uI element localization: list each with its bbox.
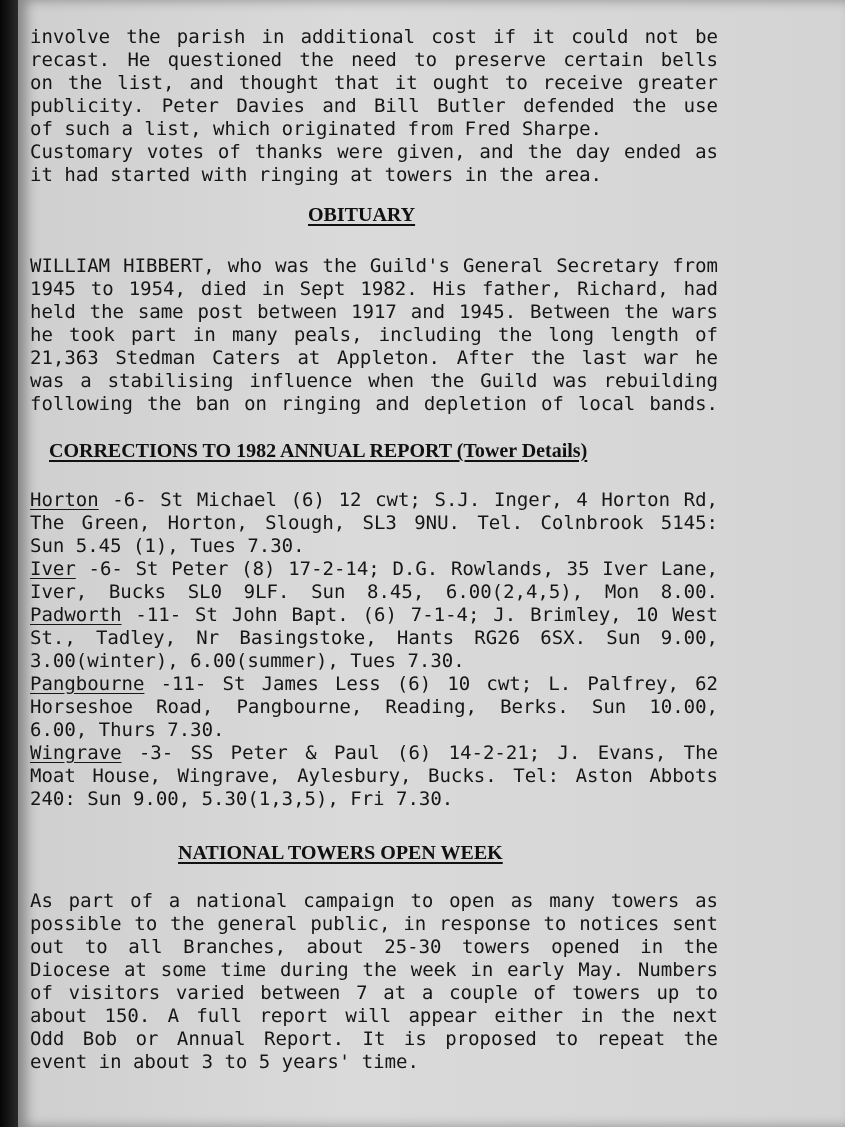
intro-line: on the list, and thought that it ought to receive greater bbox=[30, 72, 718, 94]
correction-line: Sun 5.45 (1), Tues 7.30. bbox=[30, 535, 305, 557]
tower-name: Wingrave bbox=[30, 742, 122, 764]
tower-name: Pangbourne bbox=[30, 673, 145, 695]
obituary-paragraph bbox=[30, 255, 718, 416]
open-week-line: Odd Bob or Annual Report. It is proposed to repeat the bbox=[30, 1028, 718, 1050]
obituary-heading: OBITUARY bbox=[308, 204, 416, 226]
correction-line: Iver, Bucks SL0 9LF. Sun 8.45, 6.00(2,4,5), Mon 8.00. bbox=[30, 581, 718, 603]
correction-line bbox=[30, 558, 718, 581]
correction-line: The Green, Horton, Slough, SL3 9NU. Tel. Colnbrook 5145: bbox=[30, 512, 718, 534]
correction-line: 3.00(winter), 6.00(summer), Tues 7.30. bbox=[30, 650, 465, 672]
obituary-line: following the ban on ringing and depletion of local bands. bbox=[30, 393, 718, 415]
obituary-line: he took part in many peals, including the long length of bbox=[30, 324, 718, 346]
intro-line: of such a list, which originated from Fred Sharpe. bbox=[30, 118, 602, 140]
correction-text: -11- St James Less (6) 10 cwt; L. Palfrey, 62 bbox=[144, 673, 718, 695]
correction-line: 6.00, Thurs 7.30. bbox=[30, 719, 225, 741]
open-week-line: possible to the general public, in response to notices sent bbox=[30, 913, 718, 935]
correction-line bbox=[30, 742, 718, 765]
open-week-line: As part of a national campaign to open as many towers as bbox=[30, 890, 718, 912]
correction-line: 240: Sun 9.00, 5.30(1,3,5), Fri 7.30. bbox=[30, 788, 454, 810]
open-week-line: event in about 3 to 5 years' time. bbox=[30, 1051, 419, 1073]
open-week-heading: NATIONAL TOWERS OPEN WEEK bbox=[178, 842, 503, 864]
obituary-line: held the same post between 1917 and 1945. Between the wars bbox=[30, 301, 718, 323]
open-week-paragraph bbox=[30, 890, 718, 1074]
correction-line bbox=[30, 673, 718, 696]
open-week-line: Diocese at some time during the week in early May. Numbers bbox=[30, 959, 718, 981]
open-week-line: out to all Branches, about 25-30 towers opened in the bbox=[30, 936, 718, 958]
correction-line bbox=[30, 604, 718, 627]
obituary-line: was a stabilising influence when the Guild was rebuilding bbox=[30, 370, 718, 392]
open-week-line: of visitors varied between 7 at a couple of towers up to bbox=[30, 982, 718, 1004]
correction-line: Horseshoe Road, Pangbourne, Reading, Berks. Sun 10.00, bbox=[30, 696, 718, 718]
intro-line: it had started with ringing at towers in the area. bbox=[30, 164, 602, 186]
book-spine-shadow bbox=[0, 0, 18, 1127]
intro-line: publicity. Peter Davies and Bill Butler defended the use bbox=[30, 95, 718, 117]
obituary-line: 21,363 Stedman Caters at Appleton. After the last war he bbox=[30, 347, 718, 369]
correction-line: Moat House, Wingrave, Aylesbury, Bucks. Tel: Aston Abbots bbox=[30, 765, 718, 787]
obituary-line: 1945 to 1954, died in Sept 1982. His father, Richard, had bbox=[30, 278, 718, 300]
intro-line: Customary votes of thanks were given, and the day ended as bbox=[30, 141, 718, 163]
correction-text: -3- SS Peter & Paul (6) 14-2-21; J. Evans, The bbox=[121, 742, 718, 764]
intro-paragraph bbox=[30, 26, 718, 187]
open-week-line: about 150. A full report will appear either in the next bbox=[30, 1005, 718, 1027]
tower-name: Padworth bbox=[30, 604, 122, 626]
correction-text: -6- St Peter (8) 17-2-14; D.G. Rowlands, 35 Iver Lane, bbox=[75, 558, 718, 580]
obituary-line: WILLIAM HIBBERT, who was the Guild's General Secretary from bbox=[30, 255, 718, 277]
intro-line: recast. He questioned the need to preserve certain bells bbox=[30, 49, 718, 71]
correction-text: -6- St Michael (6) 12 cwt; S.J. Inger, 4 Horton Rd, bbox=[98, 489, 718, 511]
correction-text: -11- St John Bapt. (6) 7-1-4; J. Brimley, 10 West bbox=[121, 604, 718, 626]
tower-name: Horton bbox=[30, 489, 99, 511]
intro-line: involve the parish in additional cost if it could not be bbox=[30, 26, 718, 48]
correction-line bbox=[30, 489, 718, 512]
corrections-heading: CORRECTIONS TO 1982 ANNUAL REPORT (Tower Details) bbox=[49, 440, 588, 462]
corrections-list bbox=[30, 489, 718, 811]
correction-line: St., Tadley, Nr Basingstoke, Hants RG26 6SX. Sun 9.00, bbox=[30, 627, 718, 649]
tower-name: Iver bbox=[30, 558, 76, 580]
